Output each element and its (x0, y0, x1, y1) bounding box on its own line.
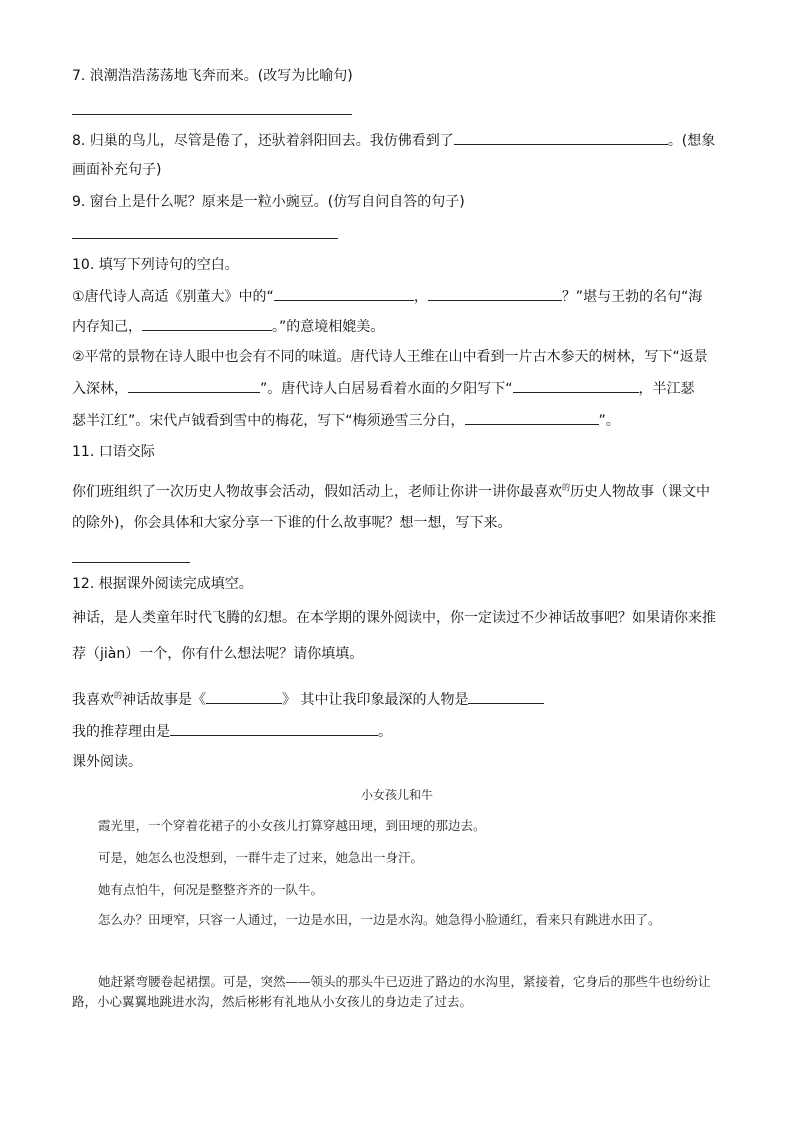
q10-p1-line-1 (72, 286, 702, 307)
q12-line-1: 神话，是人类童年时代飞腾的幻想。在本学期的课外阅读中，你一定读过不少神话故事吧？如果请你来推 (72, 610, 716, 626)
q11-text-b: 历史人物故事（课文中 (570, 484, 710, 500)
q10-p2-text-e: ”。 (598, 413, 620, 429)
q9-answer-line[interactable] (72, 238, 338, 239)
q12-line-4 (72, 721, 392, 742)
q10-p2-text-d: 瑟半江红”。宋代卢钺看到雪中的梅花，写下“梅须逊雪三分白， (72, 413, 465, 429)
q8-prompt-text: 8. 归巢的鸟儿，尽管是倦了，还驮着斜阳回去。我仿佛看到了 (72, 133, 454, 149)
q10-blank-1[interactable] (274, 286, 414, 301)
q10-blank-3[interactable] (142, 316, 272, 331)
q10-blank-6[interactable] (465, 410, 599, 425)
q8-line-1 (72, 130, 715, 151)
reading-paragraph-5: 她赶紧弯腰卷起裙摆。可是，突然——领头的那头牛已迈进了路边的水沟里，紧接着，它身后的那些牛也纷纷让路，小心翼翼地跳进水沟，然后彬彬有礼地从小女孩儿的身边走了过去。 (72, 974, 711, 1009)
q11-line-2: 的除外)，你会具体和大家分享一下谁的什么故事呢？想一想，写下来。 (72, 515, 512, 531)
q10-p1-text-a: ①唐代诗人高适《别董大》中的“ (72, 289, 274, 305)
q10-p1-text-e: 。”的意境相媲美。 (272, 319, 385, 335)
q10-p2-line-2 (72, 378, 695, 399)
q12-text-d: 我的推荐理由是 (72, 724, 170, 740)
q9-prompt: 9. 窗台上是什么呢？原来是一粒小豌豆。(仿写自问自答的句子) (72, 194, 465, 210)
q12-text-b: 神话故事是《 (122, 692, 206, 708)
q7-prompt: 7. 浪潮浩浩荡荡地飞奔而来。(改写为比喻句) (72, 68, 353, 84)
q12-line-3 (72, 686, 544, 710)
q10-p1-text-d: 内存知己， (72, 319, 142, 335)
q10-blank-2[interactable] (428, 286, 562, 301)
q12-text-a: 我喜欢 (72, 692, 114, 708)
q7-answer-line[interactable] (72, 114, 352, 115)
q11-line-1 (72, 478, 710, 502)
q10-p2-line-1: ②平常的景物在诗人眼中也会有不同的味道。唐代诗人王维在山中看到一片古木参天的树林，写下“返景 (72, 349, 708, 365)
q12-title: 12. 根据课外阅读完成填空。 (72, 576, 253, 592)
q10-blank-4[interactable] (128, 378, 260, 393)
reading-label: 课外阅读。 (72, 754, 142, 770)
q10-p2-text-b: ”。唐代诗人白居易看着水面的夕阳写下“ (260, 381, 513, 397)
reading-paragraph-1: 霞光里，一个穿着花裙子的小女孩儿打算穿越田埂，到田埂的那边去。 (98, 818, 486, 833)
q11-text-a: 你们班组织了一次历史人物故事会活动，假如活动上，老师让你讲一讲你最喜欢 (72, 484, 562, 500)
q11-title: 11. 口语交际 (72, 444, 155, 460)
q12-sup-text: 的 (114, 691, 122, 700)
q12-text-e: 。 (378, 724, 392, 740)
reading-paragraph-2: 可是，她怎么也没想到，一群牛走了过来，她急出一身汗。 (98, 850, 424, 865)
q12-character-blank[interactable] (468, 689, 544, 704)
q11-sup-text: 的 (562, 483, 570, 492)
q10-p1-text-c: ？”堪与王勃的名句“海 (561, 289, 703, 305)
q10-p2-text-a: 入深林， (72, 381, 128, 397)
q12-line-2: 荐（jiàn）一个，你有什么想法呢？请你填填。 (72, 646, 364, 662)
q12-reason-blank[interactable] (170, 721, 378, 736)
reading-paragraph-4: 怎么办？田埂窄，只容一人通过，一边是水田，一边是水沟。她急得小脸通红，看来只有跳进水田了。 (98, 912, 661, 927)
q12-text-c: 》 其中让我印象最深的人物是 (282, 692, 469, 708)
q10-p2-text-c: ，半江瑟 (638, 381, 695, 397)
q10-p1-line-2 (72, 316, 384, 337)
q8-prompt-suffix: 。(想象 (667, 133, 716, 149)
q10-blank-5[interactable] (513, 378, 639, 393)
q11-answer-line[interactable] (72, 562, 190, 563)
q12-book-blank[interactable] (206, 689, 282, 704)
q10-title: 10. 填写下列诗句的空白。 (72, 257, 239, 273)
q10-p1-text-b: ， (413, 289, 428, 305)
q8-blank[interactable] (454, 130, 668, 145)
q8-line-2: 画面补充句子) (72, 162, 162, 178)
reading-paragraph-3: 她有点怕牛，何况是整整齐齐的一队牛。 (98, 882, 324, 897)
reading-title: 小女孩儿和牛 (360, 788, 433, 802)
q10-p2-line-3 (72, 410, 620, 431)
